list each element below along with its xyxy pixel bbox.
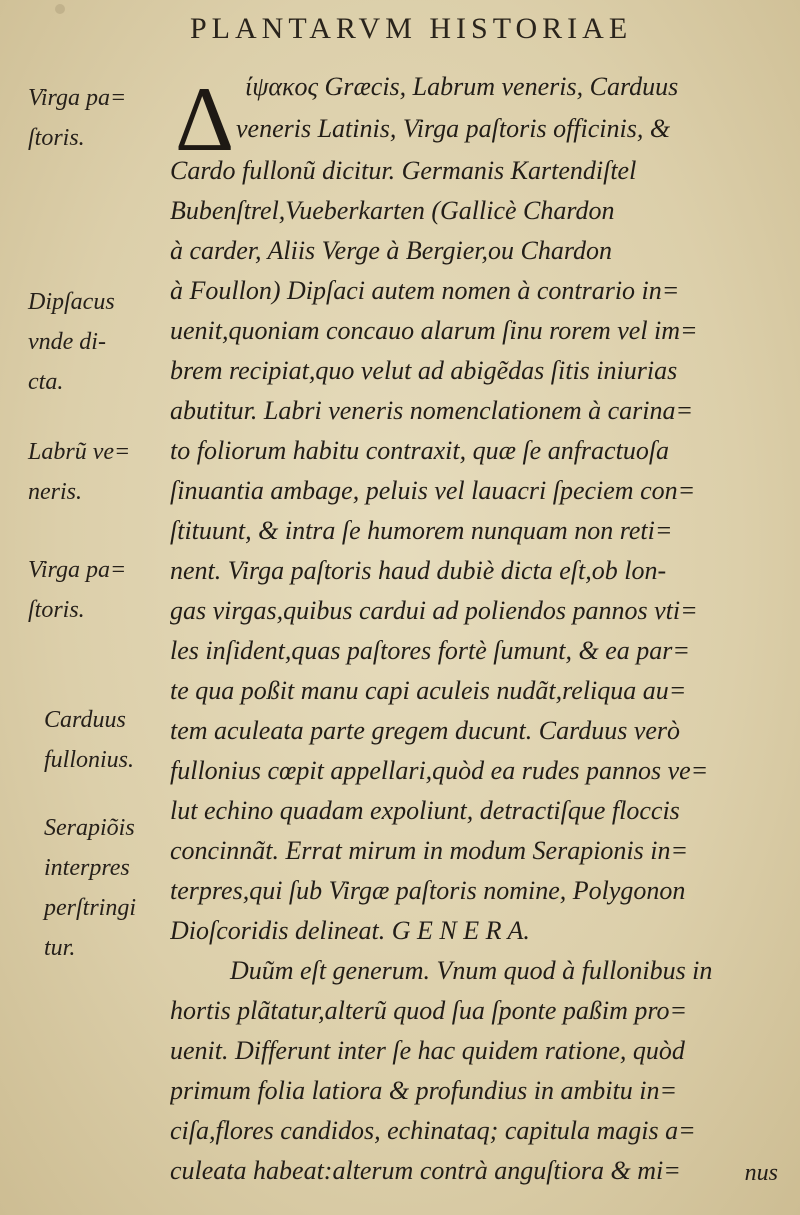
- margin-note-line: Carduus: [44, 707, 126, 733]
- text-line: tem aculeata parte gregem ducunt. Carduus verò: [170, 716, 681, 745]
- text-line: ίψακος Græcis, Labrum veneris, Carduus: [245, 72, 679, 101]
- text-line: concinnãt. Errat mirum in modum Serapionis in=: [170, 836, 689, 865]
- text-line: lut echino quadam expoliunt, detractiſque floccis: [170, 796, 680, 825]
- text-line: hortis plãtatur,alterũ quod ſua ſponte paßim pro=: [170, 996, 688, 1025]
- margin-note-line: ſtoris.: [28, 125, 85, 151]
- text-line: Duũm eſt generum. Vnum quod à fullonibus in: [230, 956, 713, 985]
- text-line: culeata habeat:alterum contrà anguſtiora & mi=: [170, 1156, 681, 1185]
- text-line: Dioſcoridis delineat. G E N E R A.: [170, 916, 530, 945]
- text-line: uenit. Differunt inter ſe hac quidem ratione, quòd: [170, 1036, 685, 1065]
- margin-note-line: Virga pa=: [28, 557, 127, 583]
- text-line: te qua poßit manu capi aculeis nudãt,reliqua au=: [170, 676, 687, 705]
- margin-note-line: neris.: [28, 479, 82, 505]
- text-line: brem recipiat,quo velut ad abigẽdas ſitis iniurias: [170, 356, 678, 385]
- text-line: ciſa,flores candidos, echinataq; capitula magis a=: [170, 1116, 696, 1145]
- text-line: Bubenſtrel,Vueberkarten (Gallicè Chardon: [170, 196, 615, 225]
- catchword: nus: [744, 1160, 778, 1186]
- margin-note: [28, 78, 126, 158]
- text-line: à Foullon) Dipſaci autem nomen à contrario in=: [170, 276, 680, 305]
- running-head: PLANTARVM HISTORIAE: [190, 12, 633, 45]
- margin-note-line: Dipſacus: [28, 289, 115, 315]
- text-line: to foliorum habitu contraxit, quæ ſe anfractuoſa: [170, 436, 670, 465]
- margin-note-line: Labrũ ve=: [28, 439, 131, 465]
- text-line: ſtituunt, & intra ſe humorem nunquam non reti=: [170, 516, 673, 545]
- margin-note: [28, 432, 130, 512]
- margin-note: [44, 808, 136, 968]
- margin-note-line: tur.: [44, 935, 76, 961]
- text-line: terpres,qui ſub Virgæ paſtoris nomine, Polygonon: [170, 876, 686, 905]
- text-line: les inſident,quas paſtores fortè ſumunt, & ea par=: [170, 636, 690, 665]
- text-line: abutitur. Labri veneris nomenclationem à carina=: [170, 396, 694, 425]
- text-line: gas virgas,quibus cardui ad poliendos pannos vti=: [170, 596, 698, 625]
- margin-notes: [0, 0, 170, 1215]
- text-line: fullonius cœpit appellari,quòd ea rudes pannos ve=: [170, 756, 709, 785]
- drop-cap: Δ: [175, 68, 235, 170]
- text-line: à carder, Aliis Verge à Bergier,ou Chardon: [170, 236, 612, 265]
- text-line: ſinuantia ambage, peluis vel lauacri ſpeciem con=: [170, 476, 696, 505]
- margin-note-line: fullonius.: [44, 747, 135, 773]
- margin-note: [44, 700, 134, 780]
- margin-note-line: cta.: [28, 369, 64, 395]
- margin-note-line: perſtringi: [44, 895, 137, 921]
- margin-note-line: Serapiõis: [44, 815, 135, 841]
- margin-note-line: vnde di-: [28, 329, 106, 355]
- margin-note-line: ſtoris.: [28, 597, 85, 623]
- text-line: veneris Latinis, Virga paſtoris officinis, &: [236, 114, 671, 143]
- margin-note-line: interpres: [44, 855, 130, 881]
- margin-note: [28, 282, 115, 402]
- margin-note-line: Virga pa=: [28, 85, 127, 111]
- margin-note: [28, 550, 126, 630]
- text-line: Cardo fullonũ dicitur. Germanis Kartendiſtel: [170, 156, 637, 185]
- text-line: nent. Virga paſtoris haud dubiè dicta eſt,ob lon-: [170, 556, 667, 585]
- text-line: uenit,quoniam concauo alarum ſinu rorem vel im=: [170, 316, 698, 345]
- text-line: primum folia latiora & profundius in ambitu in=: [170, 1076, 678, 1105]
